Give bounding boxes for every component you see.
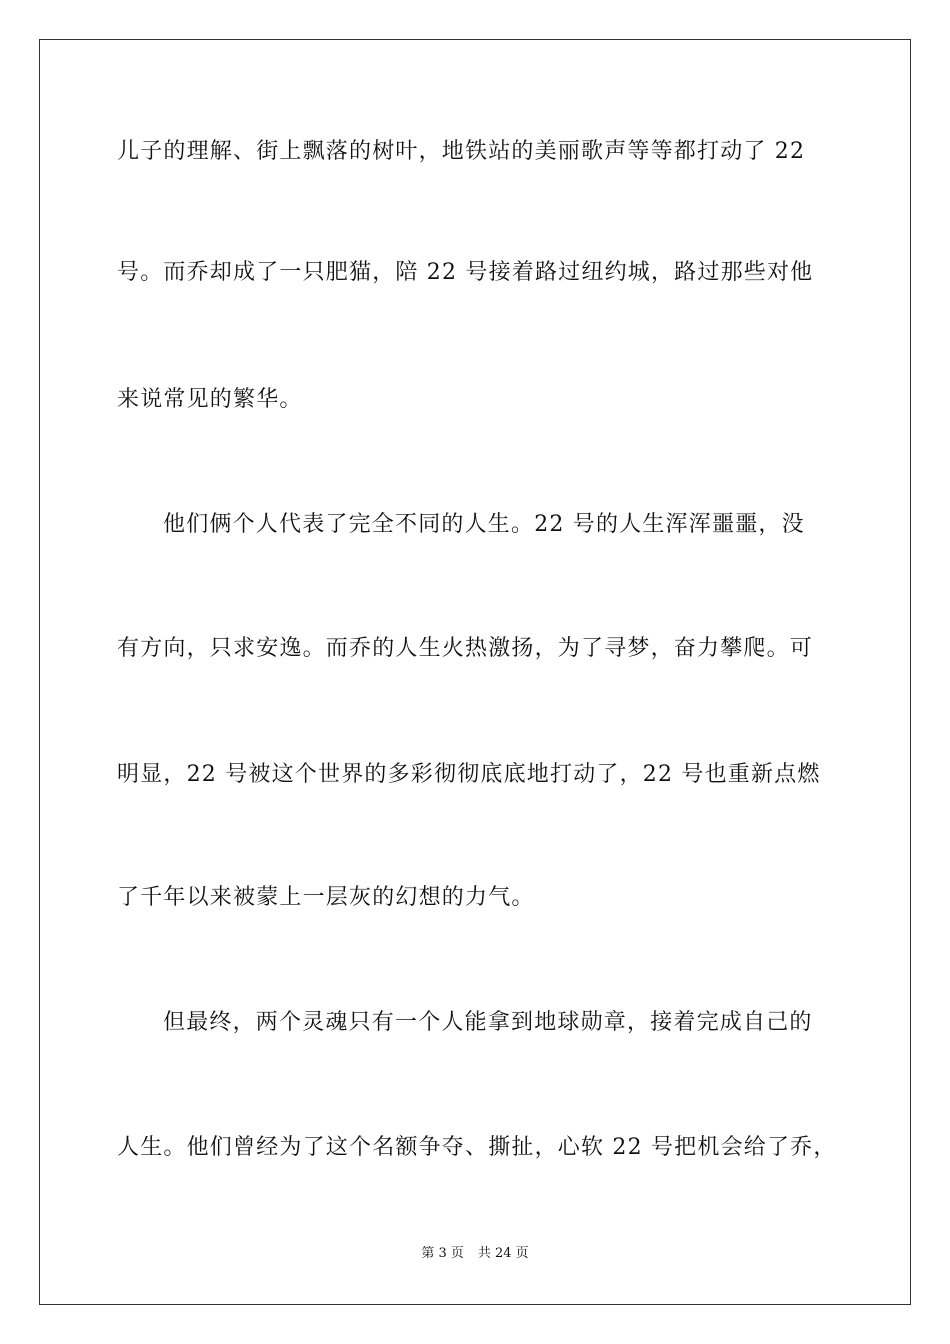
text-line: 来说常见的繁华。 [117, 387, 303, 412]
text-line: 儿子的理解、街上飘落的树叶，地铁站的美丽歌声等等都打动了 22 [117, 139, 806, 164]
text-line: 明显，22 号被这个世界的多彩彻彻底底地打动了，22 号也重新点燃 [117, 762, 821, 787]
paragraph-first-line: 但最终，两个灵魂只有一个人能拿到地球勋章，接着完成自己的 [163, 1010, 813, 1035]
page-border [39, 39, 911, 1305]
text-line: 人生。他们曾经为了这个名额争夺、撕扯，心软 22 号把机会给了乔， [117, 1135, 837, 1160]
page-footer [0, 1244, 950, 1264]
text-line: 号。而乔却成了一只肥猫，陪 22 号接着路过纽约城，路过那些对他 [117, 260, 814, 285]
page-total: 共 24 页 [477, 1246, 529, 1261]
paragraph-first-line: 他们俩个人代表了完全不同的人生。22 号的人生浑浑噩噩，没 [163, 512, 805, 537]
text-line: 有方向，只求安逸。而乔的人生火热激扬，为了寻梦，奋力攀爬。可 [117, 636, 814, 661]
text-line: 了千年以来被蒙上一层灰的幻想的力气。 [117, 885, 535, 910]
page-number: 第 3 页 [421, 1246, 464, 1261]
